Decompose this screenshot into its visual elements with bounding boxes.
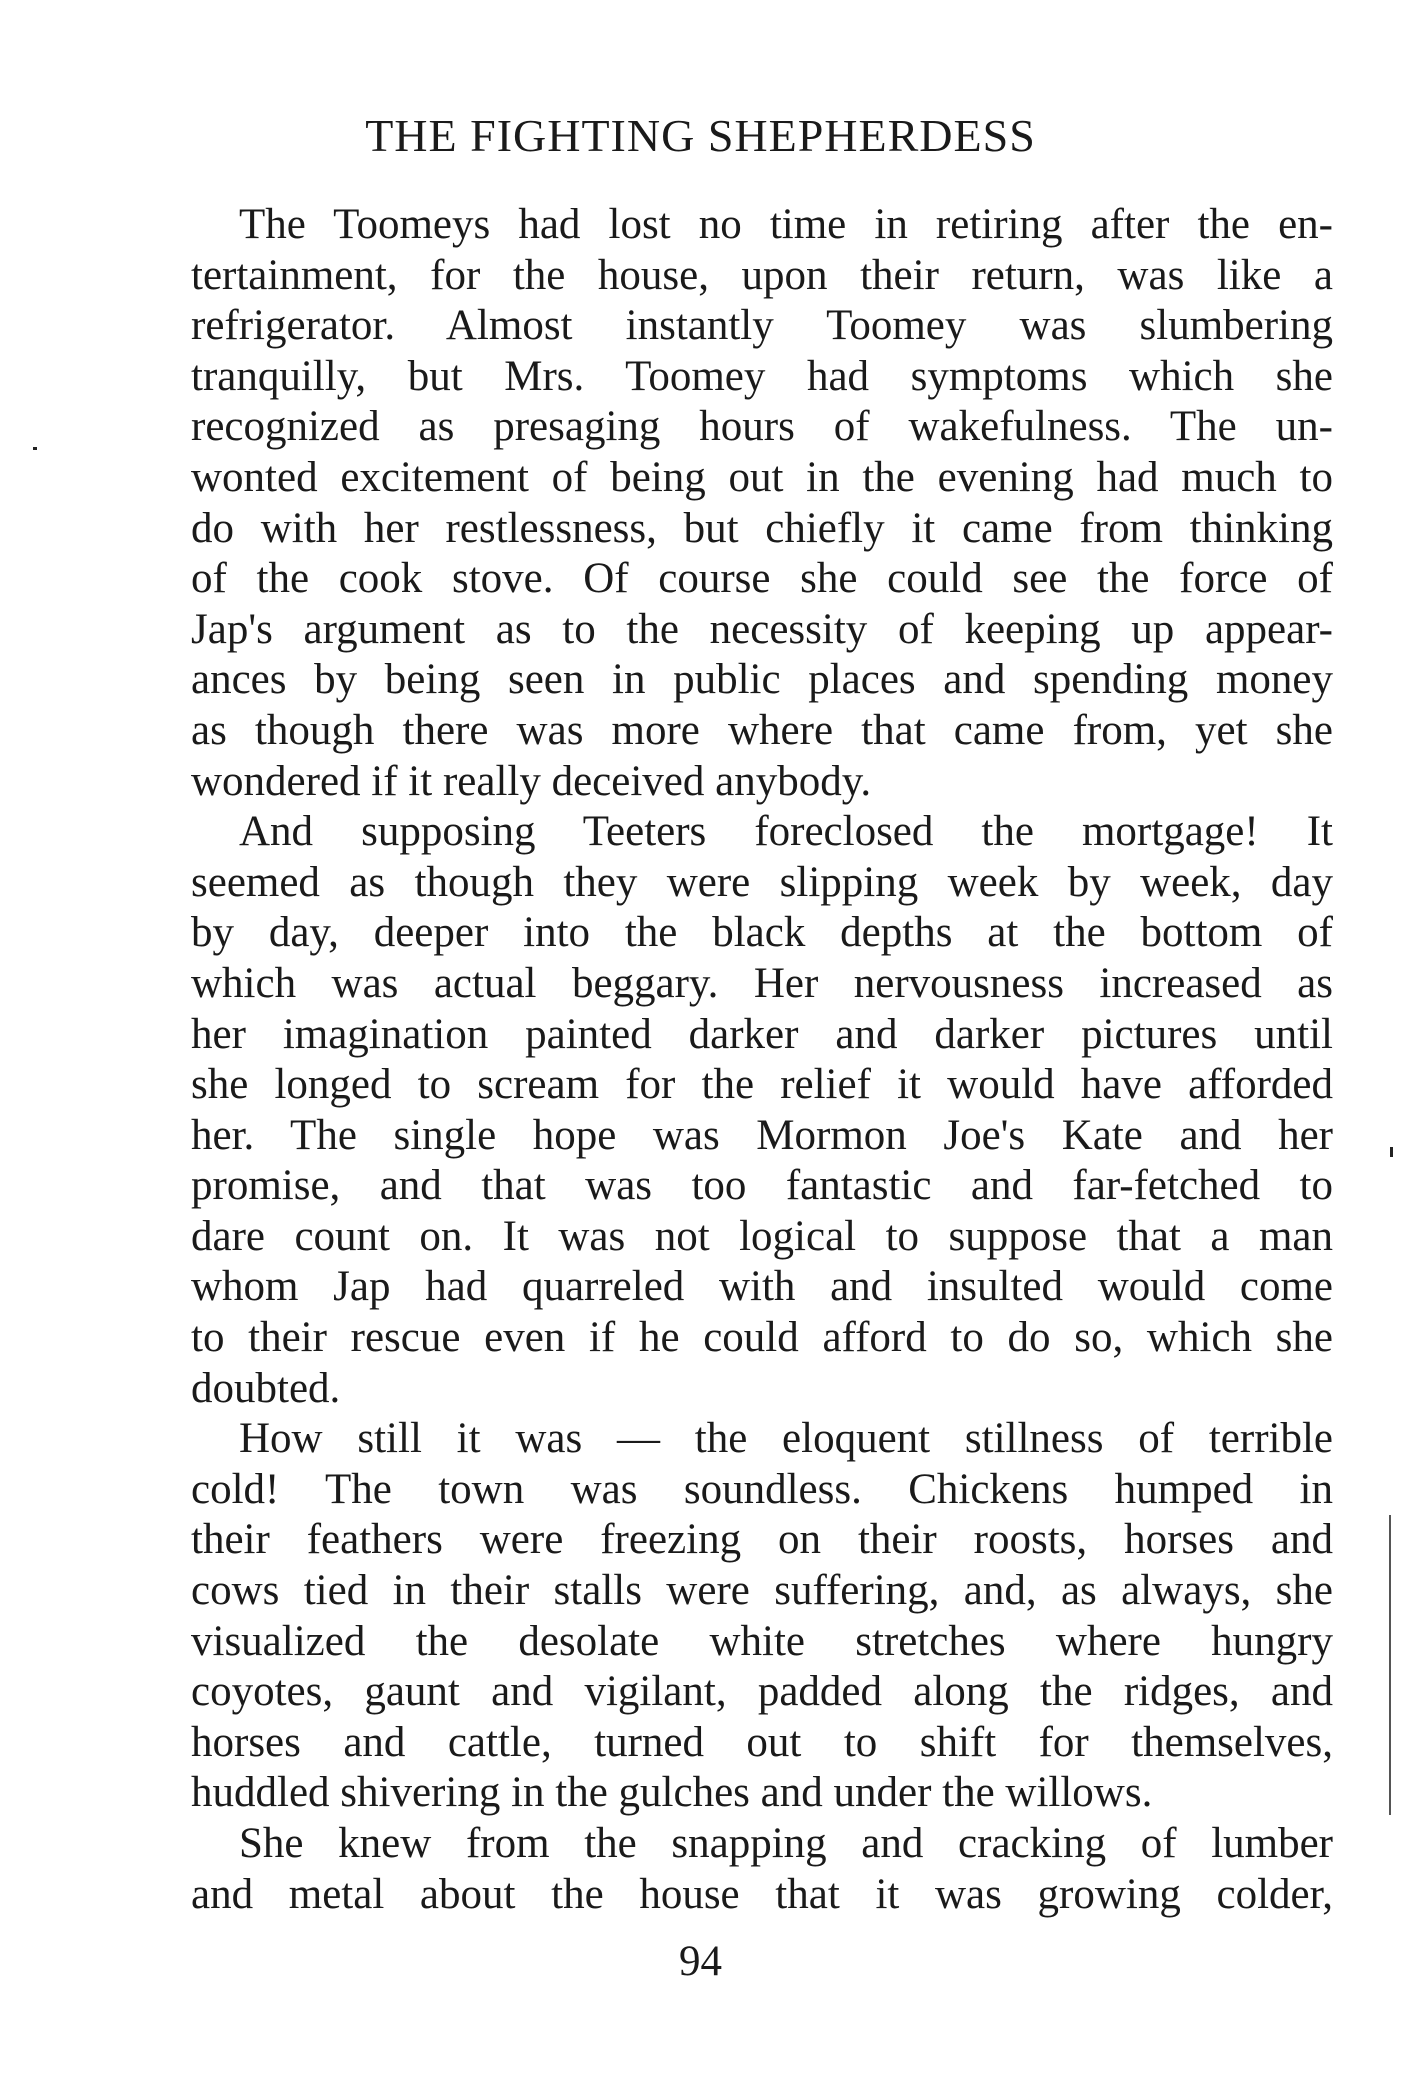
text-line: She knew from the snapping and cracking of lumber (239, 1820, 1333, 1867)
text-line: recognized as presaging hours of wakefulness. The un- (191, 403, 1333, 451)
text-line: huddled shivering in the gulches and under the willows. (191, 1769, 1153, 1817)
text-line: of the cook stove. Of course she could see the force of (191, 555, 1333, 603)
text-line: do with her restlessness, but chiefly it came from thinking (191, 504, 1333, 552)
text-line: and metal about the house that it was growing colder, (191, 1870, 1333, 1918)
paragraph (191, 1414, 1333, 1819)
text-line: wonted excitement of being out in the evening had much to (191, 453, 1333, 501)
paragraph (191, 200, 1333, 807)
text-line: her. The single hope was Mormon Joe's Kate and her (191, 1111, 1333, 1159)
text-line: tertainment, for the house, upon their return, was like a (191, 251, 1333, 299)
text-line: tranquilly, but Mrs. Toomey had symptoms which she (191, 352, 1333, 400)
paragraph (191, 1819, 1333, 1920)
text-line: visualized the desolate white stretches where hungry (191, 1617, 1333, 1665)
text-line: seemed as though they were slipping week by week, day (191, 858, 1333, 906)
text-line: her imagination painted darker and darker pictures until (191, 1010, 1333, 1058)
text-line: which was actual beggary. Her nervousness increased as (191, 959, 1333, 1007)
page-number: 94 (679, 1938, 722, 1985)
text-line: wondered if it really deceived anybody. (191, 757, 872, 805)
text-line: cows tied in their stalls were suffering, and, as always, she (191, 1567, 1333, 1615)
text-line: coyotes, gaunt and vigilant, padded along the ridges, and (191, 1668, 1333, 1716)
body-text (191, 200, 1333, 1920)
scan-mark (33, 447, 37, 450)
text-line: Jap's argument as to the necessity of keeping up appear- (191, 605, 1333, 653)
running-head: THE FIGHTING SHEPHERDESS (365, 110, 1036, 161)
text-line: How still it was — the eloquent stillness of terrible (239, 1415, 1333, 1463)
text-line: ances by being seen in public places and spending money (191, 656, 1333, 704)
scan-mark (1389, 1515, 1391, 1815)
text-line: refrigerator. Almost instantly Toomey was slumbering (191, 302, 1333, 350)
text-line: she longed to scream for the relief it would have afforded (191, 1061, 1333, 1109)
text-line: whom Jap had quarreled with and insulted would come (191, 1263, 1333, 1311)
paragraph (191, 807, 1333, 1414)
scan-mark (1390, 1147, 1393, 1157)
text-line: dare count on. It was not logical to suppose that a man (191, 1212, 1333, 1260)
text-line: And supposing Teeters foreclosed the mortgage! It (239, 808, 1333, 856)
text-line: their feathers were freezing on their roosts, horses and (191, 1516, 1333, 1564)
text-line: as though there was more where that came from, yet she (191, 706, 1333, 754)
text-line: horses and cattle, turned out to shift for themselves, (191, 1718, 1333, 1766)
text-line: doubted. (191, 1364, 341, 1412)
text-line: cold! The town was soundless. Chickens humped in (191, 1465, 1333, 1513)
text-line: by day, deeper into the black depths at the bottom of (191, 909, 1333, 957)
text-line: promise, and that was too fantastic and far-fetched to (191, 1162, 1333, 1210)
text-line: to their rescue even if he could afford to do so, which she (191, 1314, 1333, 1362)
text-line: The Toomeys had lost no time in retiring after the en- (239, 201, 1333, 248)
